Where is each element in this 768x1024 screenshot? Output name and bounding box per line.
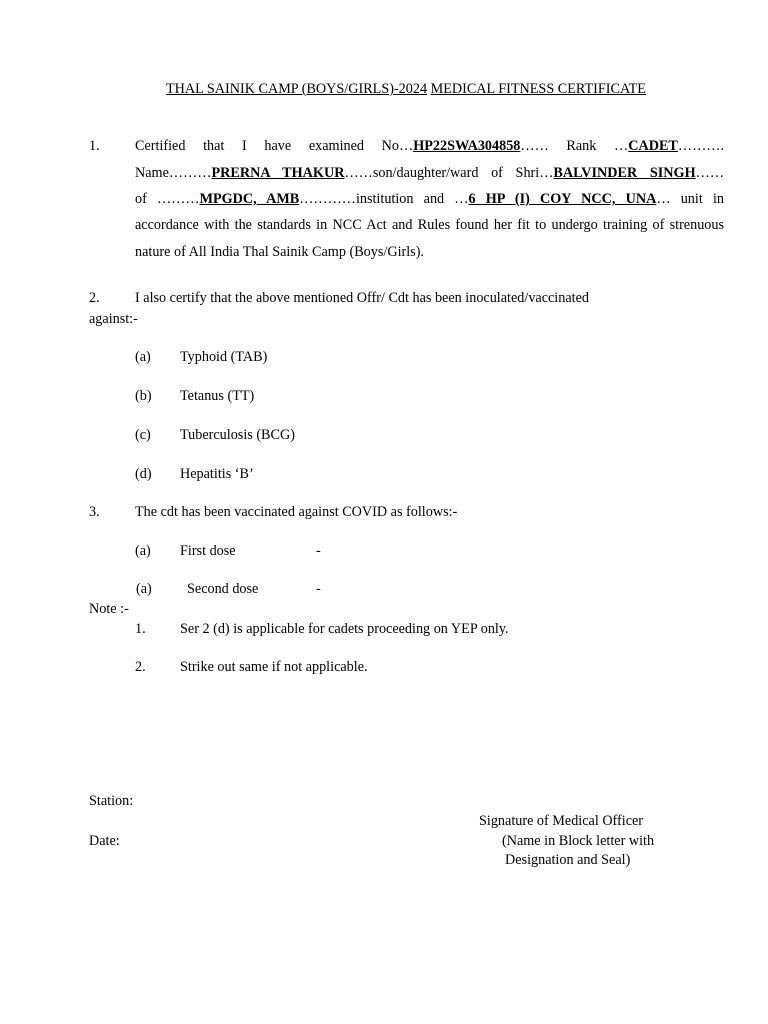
para1-text: ……….	[677, 138, 724, 154]
vaccine-typhoid: Typhoid (TAB)	[180, 349, 268, 365]
dose-first: First dose	[180, 543, 236, 559]
para1-text: Name………	[135, 165, 212, 181]
field-father-name: BALVINDER SINGH	[553, 165, 696, 181]
para1-line3	[135, 190, 724, 208]
field-rank: CADET	[628, 138, 678, 154]
field-institution: MPGDC, AMB	[199, 191, 300, 207]
vaccine-tetanus: Tetanus (TT)	[180, 388, 255, 404]
dose-label: (a)	[136, 581, 152, 597]
vaccine-tuberculosis: Tuberculosis (BCG)	[180, 427, 295, 443]
para1-text: … unit in	[656, 191, 724, 207]
para1-number: 1.	[89, 138, 100, 154]
field-regn-no: HP22SWA304858	[413, 138, 521, 154]
para1-text: …… Rank …	[520, 138, 629, 154]
para1-text: Certified that I have examined No…	[135, 138, 414, 154]
para3-number: 3.	[89, 504, 100, 520]
note-number: 2.	[135, 659, 146, 675]
note-item: Strike out same if not applicable.	[180, 659, 368, 675]
signature-seal-note: Designation and Seal)	[505, 852, 631, 868]
field-name: PRERNA THAKUR	[211, 165, 345, 181]
para2-number: 2.	[89, 290, 100, 306]
dose-second: Second dose	[187, 581, 259, 597]
station-label: Station:	[89, 793, 134, 809]
vaccine-label: (d)	[135, 466, 152, 482]
dose-first-value: -	[316, 543, 321, 559]
para1-text: ……	[695, 165, 724, 181]
title-camp: THAL SAINIK CAMP (BOYS/GIRLS)-2024	[166, 81, 428, 97]
para3-line1: The cdt has been vaccinated against COVID as follows:-	[135, 504, 458, 520]
vaccine-hepatitis: Hepatitis ‘B’	[180, 466, 254, 482]
certificate-title	[0, 80, 768, 98]
note-number: 1.	[135, 621, 146, 637]
note-heading: Note :-	[89, 601, 129, 617]
note-item: Ser 2 (d) is applicable for cadets proceeding on YEP only.	[180, 621, 509, 637]
field-unit: 6 HP (I) COY NCC, UNA	[468, 191, 657, 207]
dose-second-value: -	[316, 581, 321, 597]
para1-line5: nature of All India Thal Sainik Camp (Boys/Girls).	[135, 244, 424, 260]
vaccine-label: (c)	[135, 427, 151, 443]
dose-label: (a)	[135, 543, 151, 559]
para1-line1	[135, 137, 724, 155]
para2-line2: against:-	[89, 311, 138, 327]
title-certificate: MEDICAL FITNESS CERTIFICATE	[430, 81, 646, 97]
para1-text: …………institution and …	[299, 191, 469, 207]
para1-line2	[135, 164, 724, 182]
signature-name-note: (Name in Block letter with	[502, 833, 655, 849]
para1-line4: accordance with the standards in NCC Act and Rules found her fit to undergo training of strenuous	[135, 217, 724, 233]
para2-line1: I also certify that the above mentioned Offr/ Cdt has been inoculated/vaccinated	[135, 290, 589, 306]
para1-text: ……son/daughter/ward of Shri…	[344, 165, 554, 181]
vaccine-label: (b)	[135, 388, 152, 404]
signature-title: Signature of Medical Officer	[479, 813, 644, 829]
para1-text: of ………	[135, 191, 200, 207]
date-label: Date:	[89, 833, 120, 849]
vaccine-label: (a)	[135, 349, 151, 365]
